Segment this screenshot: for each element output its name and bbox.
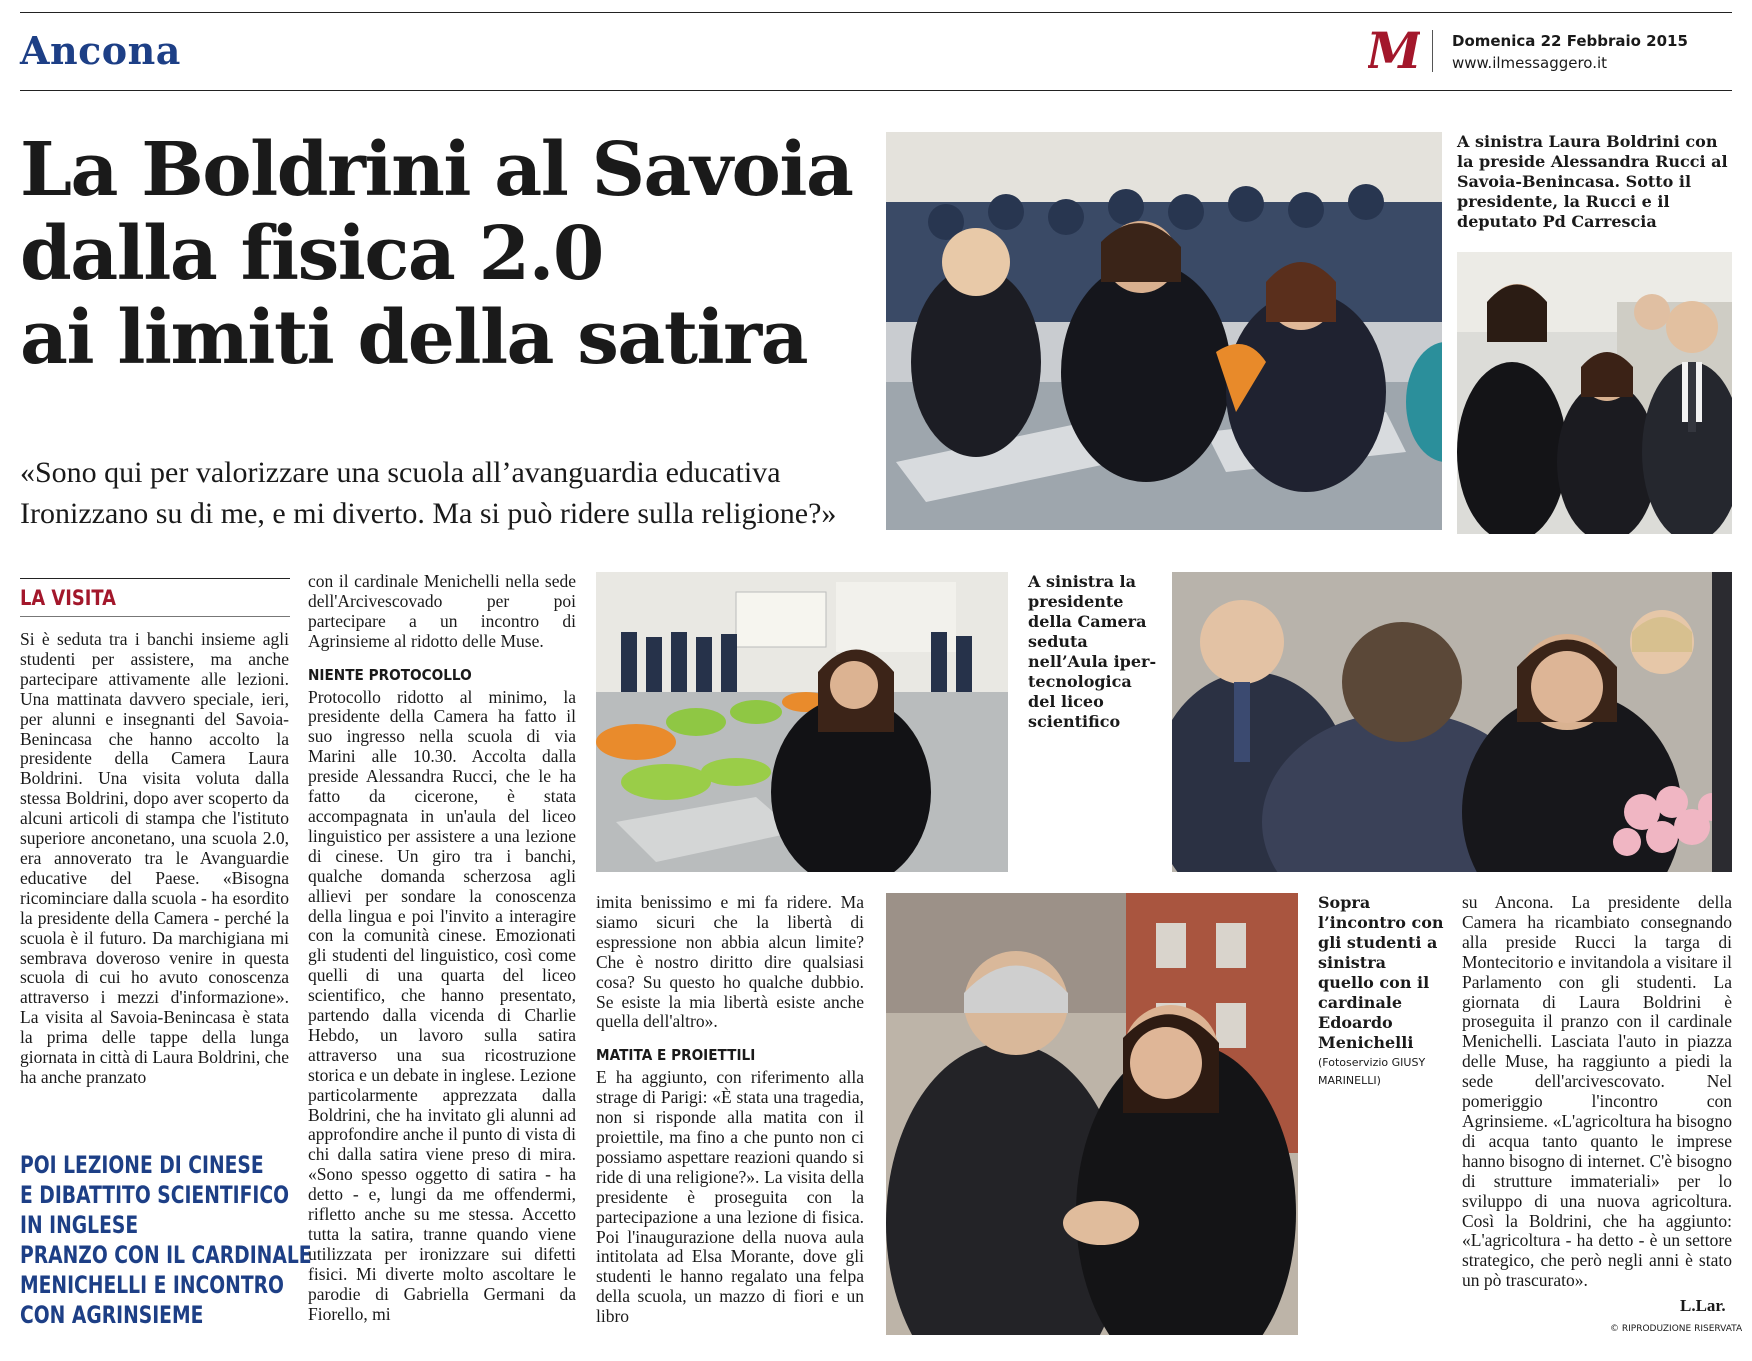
issue-date: Domenica 22 Febbraio 2015 [1452, 32, 1688, 50]
article-text: Si è seduta tra i banchi insieme agli studenti per assistere, ma anche partecipare attivamente alle lezioni. Una mattinata davvero speciale, ieri, per alunni e insegnanti del Savoia-Benincasa che hanno accolto la presidente della Camera Laura Boldrini. Una visita voluta dalla stessa Boldrini, dopo aver scoperto da alcuni articoli di stampa che l'istituto superiore anconetano, una scuola 2.0, era annoverato tra le Avanguardie educative del Paese. «Bisogna ricominciare dalla scuola - ha esordito la presidente della Camera - perché la scuola è il futuro. Da marchigiana mi sembrava doveroso venire in questa scuola di cui ho avuto conoscenza attraverso i mezzi d'informazione». La visita al Savoia-Benincasa è stata la prima delle tappe della lunga giornata in città di Laura Boldrini, che ha anche pranzato [20, 630, 289, 1087]
pull-quote-line: PRANZO CON IL CARDINALE [20, 1241, 312, 1269]
website-link[interactable]: www.ilmessaggero.it [1452, 54, 1608, 72]
section-title: Ancona [20, 28, 181, 73]
copyright-notice: © RIPRODUZIONE RISERVATA [1610, 1324, 1743, 1334]
kicker: LA VISITA [20, 586, 116, 610]
kicker-underline [20, 616, 290, 617]
photo-boldrini-seated-classroom [596, 572, 1008, 872]
article-text: su Ancona. La presidente della Camera ha ricambiato consegnando alla preside Rucci la targa di Montecitorio e invitandola a visitare il Parlamento con gli studenti. La giornata di Laura Boldrini è proseguita il pranzo con il cardinale Menichelli. Lasciata l'auto in piazza delle Muse, ha raggiunto a piedi la sede dell'arcivescovato. Nel pomeriggio l'incontro con Agrinsieme. «L'agricoltura ha bisogno di acqua tanto quanto le imprese hanno bisogno di internet. C'è bisogno di strutture immateriali» per lo sviluppo di una nuova agricoltura. Così la Boldrini, che ha aggiunto: «L'agricoltura - ha detto - è un settore strategico, che però negli anni è stato un pò trascurato». [1462, 893, 1732, 1291]
deck [20, 452, 900, 534]
photo-boldrini-greeting-crowd [1172, 572, 1732, 872]
subheading-niente-protocollo: NIENTE PROTOCOLLO [308, 665, 472, 684]
caption-middle: A sinistra la presidente della Camera seduta nell’Aula iper-tecnologica del liceo scientifico [1028, 572, 1157, 731]
header-rule [20, 90, 1732, 91]
subheading-matita-e-proiettili: MATITA E PROIETTILI [596, 1046, 756, 1065]
deck-line-2: Ironizzano su di me, e mi diverto. Ma si può ridere sulla religione?» [20, 497, 837, 530]
photo-boldrini-cardinal-menichelli [886, 893, 1298, 1335]
article-column-2 [308, 572, 576, 1342]
pull-quote-line: POI LEZIONE DI CINESE [20, 1151, 264, 1179]
photo-boldrini-rucci-carrescia [1457, 252, 1732, 534]
article-column-4 [1462, 893, 1732, 1293]
photo-credit: (Fotoservizio GIUSY MARINELLI) [1318, 1056, 1426, 1087]
headline-line-2: dalla fisica 2.0 [20, 211, 603, 297]
article-text: E ha aggiunto, con riferimento alla strage di Parigi: «È stata una tragedia, non si risponde alla matita con il proiettile, ma fino a che punto non ci possiamo aspettare reazioni quando si ride di una religione?». La visita della presidente è proseguita con la partecipazione a una lezione di fisica. Poi l'inaugurazione della nuova aula intitolata ad Elsa Morante, dove gli studenti le hanno regalato una felpa della scuola, un mazzo di fiori e un libro [596, 1067, 864, 1327]
pull-quote [20, 1150, 312, 1330]
top-rule [20, 12, 1732, 13]
article-text: Protocollo ridotto al minimo, la presidente della Camera ha fatto il suo ingresso nella scuola di via Marini alle 10.30. Accolta dalla preside Alessandra Rucci, che le ha fatto da cicerone, è stata accompagnata in un'aula del liceo linguistico per assistere a una lezione di cinese. Un giro tra i banchi, qualche domanda scherzosa agli allievi per sondare la conoscenza della lingua e poi l'invito a interagire con la comunità cinese. Emozionati gli studenti del linguistico, così come quelli di una quarta del liceo scientifico, che hanno presentato, partendo dalla vicenda di Charlie Hebdo, un lavoro sulla satira attraverso una sua ricostruzione storica e un debate in inglese. Lezione particolarmente apprezzata dalla Boldrini, che ha invitato gli alunni ad approfondire anche il punto di vista di chi dalla satira viene preso di mira. «Sono spesso oggetto di satira - ha detto - e, lungi da me offendermi, rifletto anche su me stessa. Accetto tutta la satira, tranne quando viene utilizzata per ironizzare sui difetti fisici. Mi diverte molto ascoltare le parodie di Gabriella Germani da Fiorello, mi [308, 686, 576, 1324]
pull-quote-line: MENICHELLI E INCONTRO [20, 1271, 284, 1299]
article-column-1 [20, 630, 289, 1110]
photo-classroom-students [886, 132, 1442, 530]
newspaper-logo [1368, 24, 1420, 76]
svg-text:M: M [1368, 24, 1420, 76]
headline-line-1: La Boldrini al Savoia [20, 127, 853, 213]
author-signature: L.Lar. [1680, 1296, 1726, 1315]
headline [20, 128, 880, 380]
kicker-rule [20, 578, 290, 579]
issue-info [1452, 30, 1688, 74]
article-text: con il cardinale Menichelli nella sede dell'Arcivescovado per poi partecipare a un incontro di Agrinsieme al ridotto delle Muse. [308, 572, 576, 651]
caption-top-right: A sinistra Laura Boldrini con la preside Alessandra Rucci al Savoia-Benincasa. Sotto il presidente, la Rucci e il deputato Pd Carrescia [1457, 132, 1728, 231]
header-divider [1432, 30, 1433, 72]
article-column-3 [596, 893, 864, 1343]
pull-quote-line: IN INGLESE [20, 1211, 139, 1239]
article-text: imita benissimo e mi fa ridere. Ma siamo sicuri che la libertà di espressione non abbia alcun limite? Che è nostro diritto dire qualsiasi cosa? Su questo ho qualche dubbio. Se esiste la mia libertà esiste anche quella dell'altro». [596, 893, 864, 1032]
pull-quote-line: CON AGRINSIEME [20, 1301, 204, 1329]
caption-bottom: Sopra l’incontro con gli studenti a sinistra quello con il cardinale Edoardo Menichelli [1318, 893, 1444, 1052]
pull-quote-line: E DIBATTITO SCIENTIFICO [20, 1181, 290, 1209]
headline-line-3: ai limiti della satira [20, 295, 808, 381]
deck-line-1: «Sono qui per valorizzare una scuola all’avanguardia educativa [20, 456, 781, 489]
